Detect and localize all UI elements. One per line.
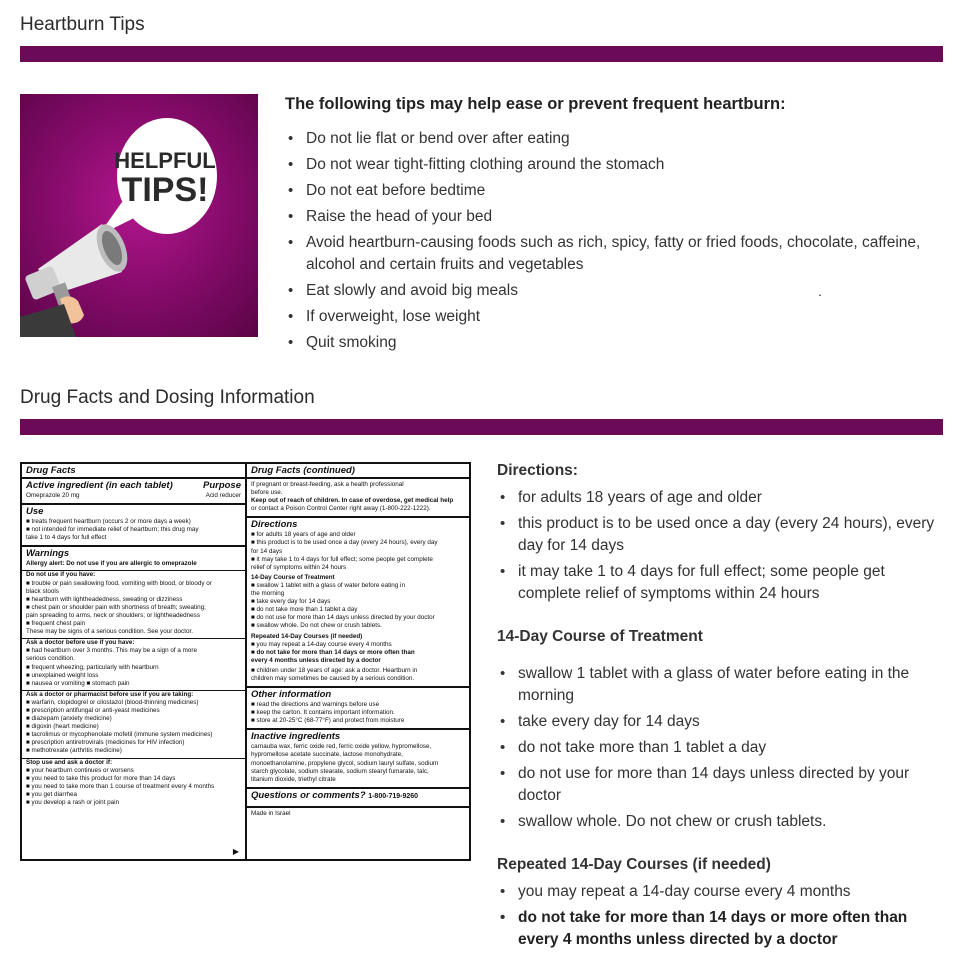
label-line: If pregnant or breast-feeding, ask a health professional <box>251 481 404 488</box>
label-line: ■ store at 20-25°C (68-77°F) and protect from moisture <box>251 717 405 725</box>
list-item: • Avoid heartburn-causing foods such as rich, spicy, fatty or fried foods, chocolate, caffeine, alcohol and certain fruits and vegetables <box>286 232 946 276</box>
label-line: ■ warfarin, clopidogrel or cilostazol (blood-thinning medicines) <box>26 698 199 706</box>
label-line: ■ heartburn with lightheadedness, sweating or dizziness <box>26 595 183 603</box>
stop-use-heading: Stop use and ask a doctor if: <box>26 758 113 766</box>
list-item: • this product is to be used once a day (every 24 hours), every day for 14 days <box>498 513 938 557</box>
other-info-heading: Other information <box>251 689 332 701</box>
label-line: ■ you develop a rash or joint pain <box>26 799 120 806</box>
stray-period: . <box>818 283 822 299</box>
list-item: • Do not lie flat or bend over after eating <box>286 128 946 150</box>
purpose-value: Acid reducer <box>205 492 241 499</box>
repeated-list <box>498 881 938 955</box>
tips-heading: The following tips may help ease or prevent frequent heartburn: <box>285 95 786 113</box>
list-item: • Do not wear tight-fitting clothing around the stomach <box>286 154 946 176</box>
bubble-text-line1: HELPFUL <box>114 148 216 173</box>
list-item: • do not use for more than 14 days unless directed by your doctor <box>498 763 938 807</box>
label-line: ■ diazepam (anxiety medicine) <box>26 715 112 723</box>
label-line: ■ your heartburn continues or worsens <box>26 766 134 774</box>
label-line: take 1 to 4 days for full effect <box>26 534 107 542</box>
label-line: ■ it may take 1 to 4 days for full effect; some people get complete <box>251 555 433 563</box>
label-right-column <box>247 464 469 859</box>
warnings-heading: Warnings <box>26 548 70 560</box>
label-line: ■ tacrolimus or mycophenolate mofetil (immune system medicines) <box>26 731 213 739</box>
repeated-heading: Repeated 14-Day Courses (if needed) <box>497 856 771 873</box>
label-line: ■ you need to take more than 1 course of treatment every 4 months <box>26 782 215 790</box>
heartburn-tips-title: Heartburn Tips <box>20 14 145 35</box>
helpful-tips-image <box>20 94 258 337</box>
course-heading: 14-Day Course of Treatment <box>497 628 703 645</box>
active-ingredient-value: Omeprazole 20 mg <box>26 492 80 499</box>
label-line: or contact a Poison Control Center right away (1-800-222-1222). <box>251 505 431 513</box>
continued-arrow-icon: ▶ <box>232 847 239 856</box>
label-line: ■ treats frequent heartburn (occurs 2 or more days a week) <box>26 518 191 526</box>
tips-list <box>286 128 946 358</box>
list-item: • take every day for 14 days <box>498 711 938 733</box>
list-item: • Eat slowly and avoid big meals <box>286 280 946 302</box>
drug-facts-title: Drug Facts and Dosing Information <box>20 387 315 408</box>
course-list <box>498 663 938 837</box>
label-line: pain spreading to arms, neck or shoulders; or lightheadedness <box>26 611 200 619</box>
label-line: ■ swallow 1 tablet with a glass of water before eating in <box>251 581 405 589</box>
label-line: ■ nausea or vomiting ■ stomach pain <box>26 679 130 687</box>
label-line: ■ unexplained weight loss <box>26 671 99 679</box>
label-line: relief of symptoms within 24 hours <box>251 563 347 571</box>
questions-phone: 1-800-719-9260 <box>368 792 419 800</box>
list-item: • swallow 1 tablet with a glass of water before eating in the morning <box>498 663 938 707</box>
allergy-alert: Allergy alert: Do not use if you are allergic to omeprazole <box>26 560 197 568</box>
label-line: ■ you get diarrhea <box>26 790 78 798</box>
label-line: serious condition. <box>26 655 76 663</box>
label-directions-heading: Directions <box>251 519 298 531</box>
section-divider-bar <box>20 419 943 435</box>
list-item: • do not take for more than 14 days or more often than every 4 months unless directed by a doctor <box>498 907 938 951</box>
directions-heading: Directions: <box>497 462 578 479</box>
label-line: monoethanolamine, propylene glycol, sodium lauryl sulfate, sodium <box>251 759 439 767</box>
label-line: titanium dioxide, triethyl citrate <box>251 775 336 783</box>
label-line: ■ do not use for more than 14 days unless directed by your doctor <box>251 614 435 622</box>
list-item: • swallow whole. Do not chew or crush tablets. <box>498 811 938 833</box>
list-item: • do not take more than 1 tablet a day <box>498 737 938 759</box>
label-line: ■ keep the carton. It contains important information. <box>251 709 395 717</box>
label-line: ■ chest pain or shoulder pain with shortness of breath; sweating; <box>26 603 206 611</box>
label-line: ■ this product is to be used once a day (every 24 hours), every day <box>251 539 438 547</box>
speech-bubble-icon <box>98 118 217 236</box>
label-title: Drug Facts <box>26 465 76 476</box>
label-line: ■ prescription antifungal or anti-yeast medicines <box>26 706 160 714</box>
questions-heading: Questions or comments? <box>251 789 366 801</box>
label-line: Keep out of reach of children. In case of overdose, get medical help <box>251 497 454 505</box>
label-line: 14-Day Course of Treatment <box>251 573 335 581</box>
label-line: ■ trouble or pain swallowing food, vomiting with blood, or bloody or <box>26 579 212 587</box>
label-line: ■ take every day for 14 days <box>251 598 331 606</box>
list-item: • Quit smoking <box>286 332 946 354</box>
label-line: ■ children under 18 years of age: ask a doctor. Heartburn in <box>251 666 418 674</box>
do-not-use-heading: Do not use if you have: <box>26 571 96 579</box>
label-line: ■ frequent chest pain <box>26 620 86 628</box>
list-item: • Do not eat before bedtime <box>286 180 946 202</box>
label-line: every 4 months unless directed by a doctor <box>251 656 381 664</box>
label-line: for 14 days <box>251 547 283 555</box>
drug-facts-label <box>20 462 471 861</box>
ask-pharmacist-heading: Ask a doctor or pharmacist before use if you are taking: <box>26 690 194 698</box>
megaphone-illustration <box>20 94 258 337</box>
made-in: Made in Israel <box>251 809 291 817</box>
label-line: ■ frequent wheezing, particularly with heartburn <box>26 663 159 671</box>
inactive-ingredients-heading: Inactive ingredients <box>251 731 341 743</box>
label-line: ■ for adults 18 years of age and older <box>251 531 356 539</box>
ask-doctor-heading: Ask a doctor before use if you have: <box>26 639 135 647</box>
list-item: • If overweight, lose weight <box>286 306 946 328</box>
label-left-column <box>22 464 247 859</box>
label-line: carnauba wax, ferric oxide red, ferric oxide yellow, hypromellose, <box>251 743 432 751</box>
label-line: ■ you may repeat a 14-day course every 4 months <box>251 640 392 648</box>
label-line: ■ had heartburn over 3 months. This may be a sign of a more <box>26 647 197 655</box>
label-continued-title: Drug Facts (continued) <box>251 465 355 476</box>
label-line: Repeated 14-Day Courses (if needed) <box>251 632 363 640</box>
label-line: children may sometimes be caused by a serious condition. <box>251 674 415 682</box>
label-line: hypromellose acetate succinate, lactose monohydrate, <box>251 751 403 759</box>
label-line: starch glycolate, sodium stearate, sodium stearyl fumarate, talc, <box>251 767 429 775</box>
label-line: the morning <box>251 590 285 598</box>
list-item: • for adults 18 years of age and older <box>498 487 938 509</box>
list-item: • it may take 1 to 4 days for full effect; some people get complete relief of symptoms within 24 hours <box>498 561 938 605</box>
label-line: ■ not intended for immediate relief of heartburn; this drug may <box>26 526 199 534</box>
section-divider-bar <box>20 46 943 62</box>
list-item: • Raise the head of your bed <box>286 206 946 228</box>
label-line: ■ you need to take this product for more than 14 days <box>26 774 176 782</box>
label-line: ■ prescription antiretrovirals (medicines for HIV infection) <box>26 739 185 747</box>
label-line: ■ swallow whole. Do not chew or crush tablets. <box>251 622 382 630</box>
label-line: These may be signs of a serious condition. See your doctor. <box>26 628 193 636</box>
label-line: ■ do not take for more than 14 days or more often than <box>251 648 415 656</box>
label-line: black stools <box>26 587 59 595</box>
label-line: ■ do not take more than 1 tablet a day <box>251 606 358 614</box>
purpose-heading: Purpose <box>202 480 241 491</box>
list-item: • you may repeat a 14-day course every 4 months <box>498 881 938 903</box>
directions-list <box>498 487 938 609</box>
label-line: ■ digoxin (heart medicine) <box>26 723 99 731</box>
label-line: ■ read the directions and warnings before use <box>251 701 380 709</box>
megaphone-icon <box>20 220 133 337</box>
active-ingredient-heading: Active ingredient (in each tablet) <box>26 480 173 491</box>
use-heading: Use <box>26 506 44 518</box>
label-line: ■ methotrexate (arthritis medicine) <box>26 747 122 755</box>
label-line: before use. <box>251 489 283 497</box>
bubble-text-line2: TIPS! <box>121 171 209 209</box>
